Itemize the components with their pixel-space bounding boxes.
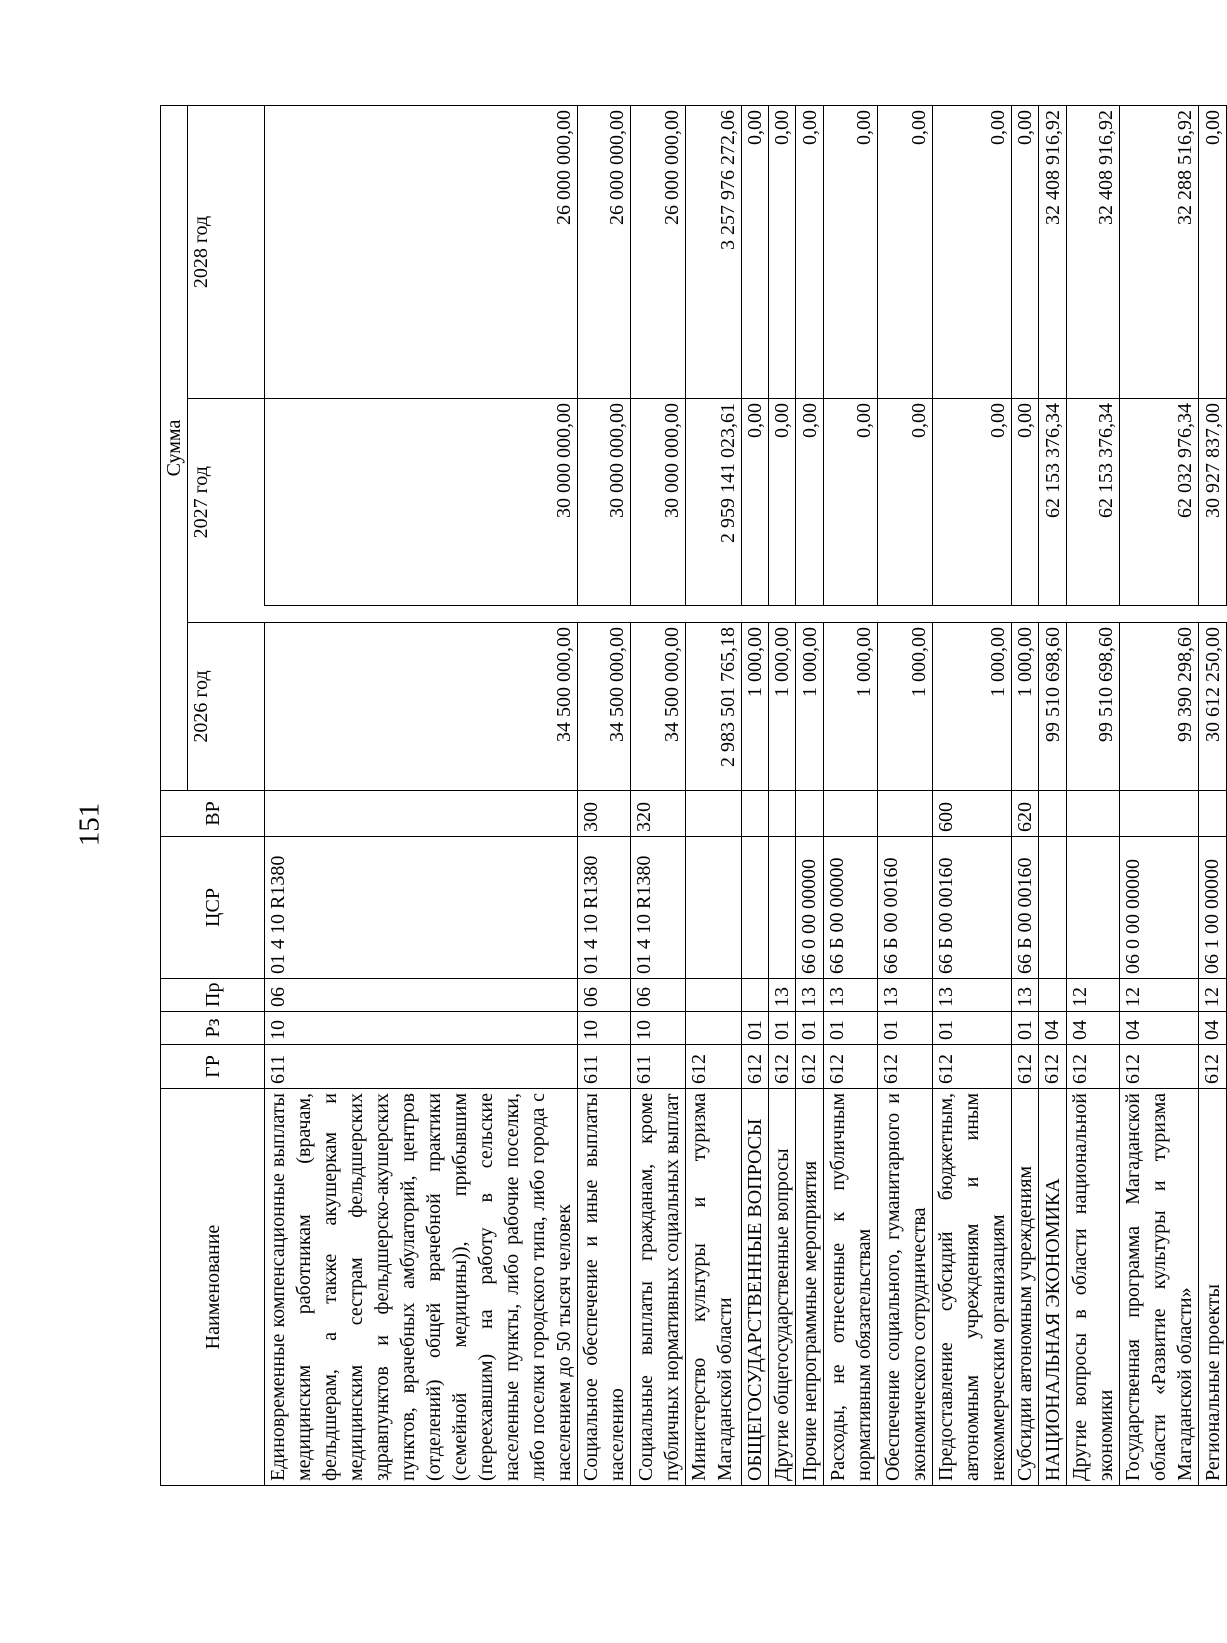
row-vr <box>265 791 578 837</box>
row-vr <box>796 791 824 837</box>
row-spacer <box>742 606 769 623</box>
row-amount-2028: 0,00 <box>769 105 796 398</box>
row-rz: 01 <box>769 1012 796 1045</box>
row-amount-2028: 26 000 000,00 <box>631 105 686 398</box>
row-spacer <box>631 606 686 623</box>
row-pr: 06 <box>631 979 686 1012</box>
row-amount-2027: 62 153 376,34 <box>1067 399 1120 606</box>
budget-table-frame <box>160 106 1224 1486</box>
row-pr <box>742 979 769 1012</box>
row-vr: 600 <box>933 791 1012 837</box>
row-amount-2028: 26 000 000,00 <box>578 105 631 398</box>
row-pr: 12 <box>1120 979 1199 1012</box>
row-amount-2027: 0,00 <box>878 399 933 606</box>
table-row <box>1120 105 1199 1485</box>
row-gr: 612 <box>1120 1045 1199 1089</box>
row-csr: 01 4 10 R1380 <box>578 837 631 979</box>
row-name: Прочие непрограммные мероприятия <box>796 1089 824 1486</box>
row-gr: 612 <box>686 1045 742 1089</box>
row-amount-2026: 1 000,00 <box>824 623 878 791</box>
row-rz: 04 <box>1067 1012 1120 1045</box>
row-csr: 06 1 00 00000 <box>1199 837 1227 979</box>
row-spacer <box>1012 606 1039 623</box>
row-rz: 10 <box>265 1012 578 1045</box>
row-amount-2028: 0,00 <box>1199 105 1227 398</box>
row-amount-2026: 34 500 000,00 <box>265 623 578 791</box>
table-row <box>933 105 1012 1485</box>
row-csr: 06 0 00 00000 <box>1120 837 1199 979</box>
row-spacer <box>1120 606 1199 623</box>
row-name: Министерство культуры и туризма Магаданской области <box>686 1089 742 1486</box>
row-spacer <box>933 606 1012 623</box>
row-amount-2028: 32 288 516,92 <box>1120 105 1199 398</box>
row-amount-2026: 34 500 000,00 <box>578 623 631 791</box>
row-name: Расходы, не отнесенные к публичным нормативным обязательствам <box>824 1089 878 1486</box>
row-amount-2028: 32 408 916,92 <box>1067 105 1120 398</box>
row-vr <box>824 791 878 837</box>
row-vr <box>742 791 769 837</box>
row-amount-2026: 1 000,00 <box>1012 623 1039 791</box>
row-vr: 620 <box>1012 791 1039 837</box>
row-spacer <box>878 606 933 623</box>
table-row <box>824 105 878 1485</box>
row-csr <box>686 837 742 979</box>
row-pr: 13 <box>769 979 796 1012</box>
row-amount-2028: 0,00 <box>933 105 1012 398</box>
row-name: Другие вопросы в области национальной экономики <box>1067 1089 1120 1486</box>
row-rz: 01 <box>933 1012 1012 1045</box>
row-rz: 01 <box>878 1012 933 1045</box>
row-amount-2027: 0,00 <box>1012 399 1039 606</box>
row-rz: 04 <box>1120 1012 1199 1045</box>
row-csr: 66 Б 00 00000 <box>824 837 878 979</box>
row-gr: 612 <box>742 1045 769 1089</box>
row-pr: 13 <box>933 979 1012 1012</box>
table-row <box>686 105 742 1485</box>
row-csr: 66 Б 00 00160 <box>878 837 933 979</box>
row-amount-2027: 0,00 <box>824 399 878 606</box>
row-csr <box>1039 837 1067 979</box>
row-name: Единовременные компенсационные выплаты медицинским работникам (врачам, фельдшерам, а также акушеркам и медицинским сестрам фельдшерских здравпунктов и фельдшерско-акушерских пунктов, врачебных амбулаторий, центров (отделений) общей врачебной практики (семейной медицины)), прибывшим (переехавшим) на работу в сельские населенные пункты, либо рабочие поселки, либо поселки городского типа, либо города с населением до 50 тысяч человек <box>265 1089 578 1486</box>
row-csr <box>1067 837 1120 979</box>
row-csr: 66 Б 00 00160 <box>1012 837 1039 979</box>
row-amount-2026: 34 500 000,00 <box>631 623 686 791</box>
row-rz: 01 <box>1012 1012 1039 1045</box>
row-name: ОБЩЕГОСУДАРСТВЕННЫЕ ВОПРОСЫ <box>742 1089 769 1486</box>
table-row <box>878 105 933 1485</box>
row-name: Региональные проекты <box>1199 1089 1227 1486</box>
row-amount-2028: 0,00 <box>824 105 878 398</box>
row-pr <box>1039 979 1067 1012</box>
row-gr: 611 <box>265 1045 578 1089</box>
row-vr <box>769 791 796 837</box>
header-year-2027: 2027 год <box>188 399 265 606</box>
row-rz: 01 <box>742 1012 769 1045</box>
row-amount-2027: 30 000 000,00 <box>265 399 578 606</box>
row-pr <box>686 979 742 1012</box>
row-rz <box>686 1012 742 1045</box>
table-row <box>796 105 824 1485</box>
row-vr <box>1039 791 1067 837</box>
row-rz: 04 <box>1199 1012 1227 1045</box>
header-summa: Сумма <box>161 105 188 790</box>
row-amount-2026: 99 510 698,60 <box>1067 623 1120 791</box>
row-amount-2027: 62 153 376,34 <box>1039 399 1067 606</box>
table-row <box>1067 105 1120 1485</box>
row-name: Социальное обеспечение и иные выплаты населению <box>578 1089 631 1486</box>
row-gr: 612 <box>1067 1045 1120 1089</box>
header-csr: ЦСР <box>161 837 265 979</box>
row-rz: 01 <box>796 1012 824 1045</box>
row-rz: 10 <box>578 1012 631 1045</box>
row-rz: 04 <box>1039 1012 1067 1045</box>
row-gr: 612 <box>1199 1045 1227 1089</box>
row-amount-2027: 62 032 976,34 <box>1120 399 1199 606</box>
header-vr: ВР <box>161 791 265 837</box>
row-pr: 12 <box>1199 979 1227 1012</box>
row-amount-2026: 1 000,00 <box>878 623 933 791</box>
row-csr: 01 4 10 R1380 <box>631 837 686 979</box>
table-row <box>1039 105 1067 1485</box>
row-csr <box>769 837 796 979</box>
row-amount-2027: 2 959 141 023,61 <box>686 399 742 606</box>
header-spacer <box>188 606 265 623</box>
row-spacer <box>824 606 878 623</box>
row-name: Другие общегосударственные вопросы <box>769 1089 796 1486</box>
row-name: Государственная программа Магаданской области «Развитие культуры и туризма Магаданской области» <box>1120 1089 1199 1486</box>
row-name: НАЦИОНАЛЬНАЯ ЭКОНОМИКА <box>1039 1089 1067 1486</box>
row-amount-2026: 1 000,00 <box>742 623 769 791</box>
row-vr <box>878 791 933 837</box>
row-spacer <box>578 606 631 623</box>
row-amount-2027: 30 927 837,00 <box>1199 399 1227 606</box>
row-rz: 10 <box>631 1012 686 1045</box>
row-pr: 13 <box>878 979 933 1012</box>
row-name: Социальные выплаты гражданам, кроме публичных нормативных социальных выплат <box>631 1089 686 1486</box>
row-amount-2026: 30 612 250,00 <box>1199 623 1227 791</box>
row-amount-2028: 0,00 <box>796 105 824 398</box>
row-amount-2026: 1 000,00 <box>796 623 824 791</box>
row-pr: 06 <box>265 979 578 1012</box>
row-spacer <box>1199 606 1227 623</box>
row-vr <box>686 791 742 837</box>
page-number: 151 <box>73 802 106 847</box>
row-gr: 612 <box>1039 1045 1067 1089</box>
row-gr: 611 <box>631 1045 686 1089</box>
row-rz: 01 <box>824 1012 878 1045</box>
row-pr: 13 <box>1012 979 1039 1012</box>
row-gr: 612 <box>933 1045 1012 1089</box>
row-gr: 612 <box>1012 1045 1039 1089</box>
row-spacer <box>265 606 578 623</box>
header-naimenovanie: Наименование <box>161 1089 265 1486</box>
row-spacer <box>1067 606 1120 623</box>
row-csr: 01 4 10 R1380 <box>265 837 578 979</box>
row-amount-2026: 1 000,00 <box>769 623 796 791</box>
row-vr <box>1120 791 1199 837</box>
row-gr: 611 <box>578 1045 631 1089</box>
row-spacer <box>769 606 796 623</box>
table-row <box>578 105 631 1485</box>
table-row <box>769 105 796 1485</box>
header-gr: ГР <box>161 1045 265 1089</box>
row-amount-2027: 30 000 000,00 <box>631 399 686 606</box>
row-vr <box>1199 791 1227 837</box>
row-amount-2026: 1 000,00 <box>933 623 1012 791</box>
row-gr: 612 <box>796 1045 824 1089</box>
row-pr: 06 <box>578 979 631 1012</box>
row-amount-2027: 30 000 000,00 <box>578 399 631 606</box>
row-amount-2028: 0,00 <box>878 105 933 398</box>
row-vr <box>1067 791 1120 837</box>
table-row <box>1199 105 1227 1485</box>
header-row-top <box>161 105 188 1485</box>
row-csr: 66 Б 00 00160 <box>933 837 1012 979</box>
row-spacer <box>796 606 824 623</box>
row-gr: 612 <box>769 1045 796 1089</box>
table-row <box>1012 105 1039 1485</box>
row-amount-2026: 99 510 698,60 <box>1039 623 1067 791</box>
table-body <box>265 105 1227 1485</box>
row-amount-2028: 26 000 000,00 <box>265 105 578 398</box>
row-amount-2027: 0,00 <box>933 399 1012 606</box>
row-amount-2027: 0,00 <box>742 399 769 606</box>
row-amount-2028: 0,00 <box>1012 105 1039 398</box>
row-gr: 612 <box>878 1045 933 1089</box>
row-pr: 12 <box>1067 979 1120 1012</box>
table-row <box>742 105 769 1485</box>
row-vr: 300 <box>578 791 631 837</box>
row-amount-2028: 0,00 <box>742 105 769 398</box>
row-amount-2028: 3 257 976 272,06 <box>686 105 742 398</box>
budget-table <box>160 105 1227 1486</box>
row-amount-2028: 32 408 916,92 <box>1039 105 1067 398</box>
table-row <box>631 105 686 1485</box>
row-csr <box>742 837 769 979</box>
header-year-2028: 2028 год <box>188 105 265 398</box>
row-amount-2026: 2 983 501 765,18 <box>686 623 742 791</box>
row-name: Обеспечение социального, гуманитарного и экономического сотрудничества <box>878 1089 933 1486</box>
row-amount-2027: 0,00 <box>796 399 824 606</box>
row-spacer <box>686 606 742 623</box>
header-rz: Рз <box>161 1012 265 1045</box>
row-pr: 13 <box>824 979 878 1012</box>
row-pr: 13 <box>796 979 824 1012</box>
row-gr: 612 <box>824 1045 878 1089</box>
row-name: Субсидии автономным учреждениям <box>1012 1089 1039 1486</box>
header-pr: Пр <box>161 979 265 1012</box>
header-year-2026: 2026 год <box>188 623 265 791</box>
row-amount-2027: 0,00 <box>769 399 796 606</box>
row-spacer <box>1039 606 1067 623</box>
table-row <box>265 105 578 1485</box>
row-name: Предоставление субсидий бюджетным, автономным учреждениям и иным некоммерческим организациям <box>933 1089 1012 1486</box>
row-amount-2026: 99 390 298,60 <box>1120 623 1199 791</box>
row-vr: 320 <box>631 791 686 837</box>
row-csr: 66 0 00 00000 <box>796 837 824 979</box>
